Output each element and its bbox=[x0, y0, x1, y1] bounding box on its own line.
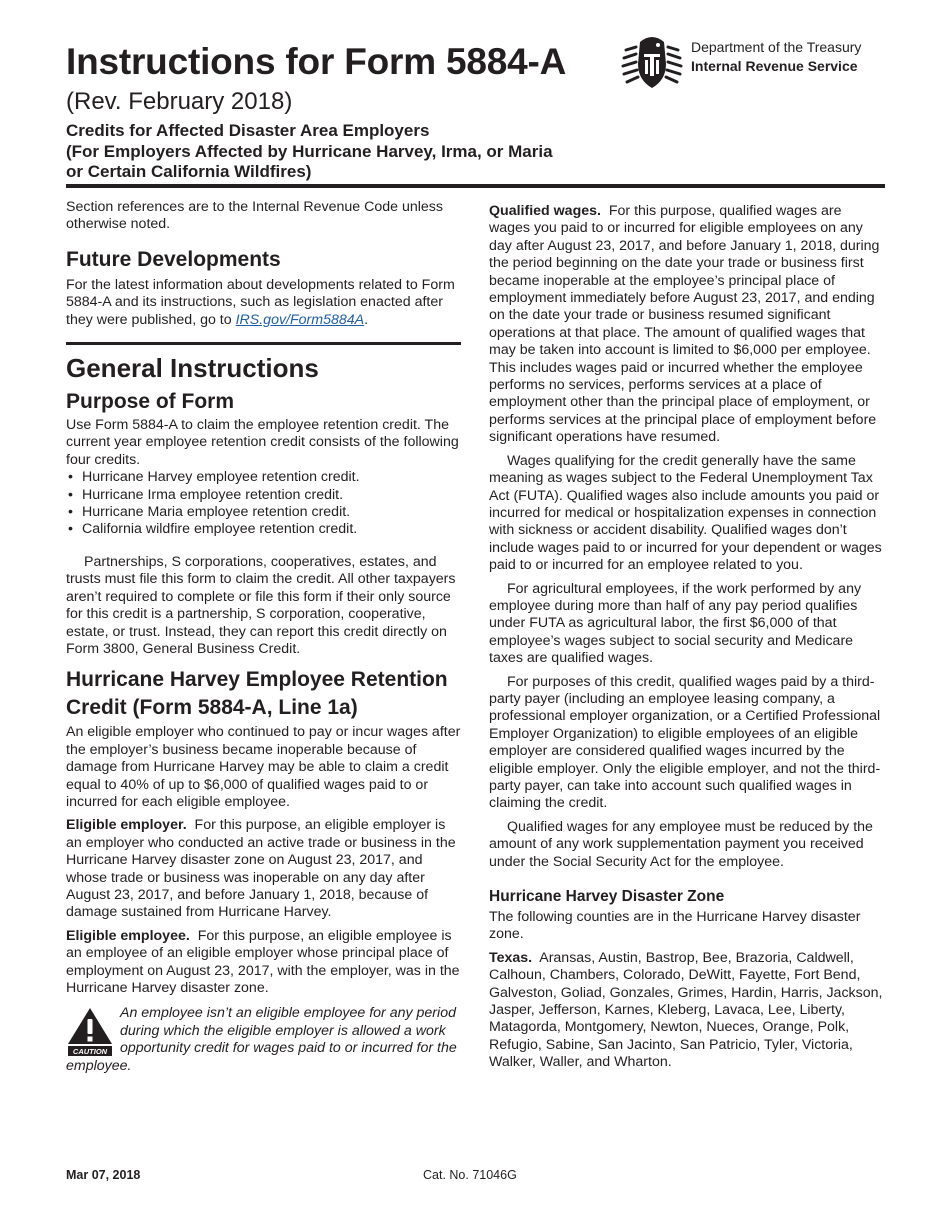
section-heading-harvey-credit: Hurricane Harvey Employee Retention Credit (Form 5884-A, Line 1a) bbox=[66, 668, 448, 720]
section-divider bbox=[66, 342, 461, 345]
eligible-employer-text: For this purpose, an eligible employer is an employer who conducted an active trade or business in the Hurricane Harvey disaster zone on August 23, 2017, and whose trade or business was inoperable on any day after August 23, 2017, and before January 1, 2018, because of damage sustained from Hurricane Harvey. bbox=[66, 817, 456, 921]
agricultural-paragraph: For agricultural employees, if the work performed by any employee during more than half of any pay period qualifies under FUTA as agricultural labor, the first $6,000 of that employee’s wages subject to social security and Medicare taxes are qualified wages. bbox=[489, 580, 862, 667]
credit-list bbox=[66, 469, 461, 539]
list-item: • Hurricane Maria employee retention credit. bbox=[66, 504, 461, 521]
eligible-employer-paragraph bbox=[66, 817, 461, 921]
third-party-paragraph: For purposes of this credit, qualified wages paid by a third-party payer (including an employee leasing company, a professional employer organization, or a Certified Professional Employer Organization) to eligible employees of an eligible employer are considered qualified wages incurred by the eligible employer. Only the eligible employer, and not the third-party payer, can take into account such qualified wages in claiming the credit. bbox=[489, 673, 881, 812]
subtitle-line: Credits for Affected Disaster Area Employers bbox=[66, 121, 430, 140]
section-heading-disaster-zone: Hurricane Harvey Disaster Zone bbox=[489, 888, 725, 906]
caution-note bbox=[66, 1005, 461, 1075]
disaster-zone-paragraph: The following counties are in the Hurricane Harvey disaster zone. bbox=[489, 909, 861, 943]
qualified-wages-text: For this purpose, qualified wages are wages you paid to or incurred for eligible employees on any day after August 23, 2017, and before January 1, 2018, during the period beginning on the date your trade or business first became inoperable at the employee’s principal place of employment immediately before August 23, 2017, and ending on the date your trade or business resumed significant operations at that place. The amount of qualified wages that may be taken into account is limited to $6,000 per employee. This includes wages paid or incurred whether the employee performs no services, performs services at a place of employment other than the principal place of employment, or performs services at the principal place of employment before significant operations have resumed. bbox=[489, 203, 880, 446]
texas-label: Texas. bbox=[489, 949, 533, 966]
left-column bbox=[66, 199, 461, 1075]
list-item: • California wildfire employee retention credit. bbox=[66, 521, 461, 538]
document-title: Instructions for Form 5884-A bbox=[66, 41, 567, 82]
qualified-wages-label: Qualified wages. bbox=[489, 203, 601, 219]
subtitle-line: or Certain California Wildfires) bbox=[66, 162, 312, 181]
harvey-credit-paragraph: An eligible employer who continued to pay or incur wages after the employer’s business became inoperable because of damage from Hurricane Harvey may be able to claim a credit equal to 40% of up to $6,000 of qualified wages paid to or incurred for each eligible employee. bbox=[66, 724, 461, 810]
caution-icon bbox=[66, 1006, 114, 1056]
texas-counties-paragraph bbox=[489, 950, 885, 1072]
sentence-end: . bbox=[364, 311, 369, 328]
catalog-number: Cat. No. 71046G bbox=[423, 1168, 517, 1182]
futa-paragraph: Wages qualifying for the credit generally have the same meaning as wages subject to the Federal Unemployment Tax Act (FUTA). Qualified wages also include amounts you paid or incurred for medical or hospitalization expenses in connection with sickness or accident disability. Qualified wages don’t include wages paid to or incurred for your dependent or wages paid to or incurred for an employee related to you. bbox=[489, 452, 882, 574]
right-column bbox=[489, 203, 885, 1072]
texas-counties-text: Aransas, Austin, Bastrop, Bee, Brazoria, Caldwell, Calhoun, Chambers, Colorado, DeWitt, Fayette, Fort Bend, Galveston, Goliad, Gonzales, Grimes, Hardin, Harris, Jackson, Jasper, Jefferson, Karnes, Kleberg, Lavaca, Lee, Liberty, Matagorda, Montgomery, Newton, Nueces, Orange, Polk, Refugio, Sabine, San Jacinto, San Patricio, Tyler, Victoria, Walker, Waller, and Wharton. bbox=[489, 949, 883, 1071]
agency-line: Internal Revenue Service bbox=[691, 58, 858, 74]
caution-text: An employee isn’t an eligible employee for any period during which the eligible employer is allowed a work opportunity credit for wages paid to or incurred for the employee. bbox=[66, 1005, 457, 1074]
revision-date: (Rev. February 2018) bbox=[66, 88, 293, 115]
list-item: • Hurricane Harvey employee retention credit. bbox=[66, 469, 461, 486]
list-item: • Hurricane Irma employee retention credit. bbox=[66, 487, 461, 504]
section-heading-future-developments: Future Developments bbox=[66, 247, 281, 271]
intro-paragraph: Section references are to the Internal Revenue Code unless otherwise noted. bbox=[66, 199, 443, 233]
eligible-employee-paragraph bbox=[66, 928, 461, 998]
agency-name bbox=[691, 38, 861, 76]
irs-form5884a-link[interactable]: IRS.gov/Form5884A bbox=[235, 311, 365, 328]
section-heading-purpose-of-form: Purpose of Form bbox=[66, 390, 235, 414]
agency-line: Department of the Treasury bbox=[691, 39, 862, 55]
eligible-employee-text: For this purpose, an eligible employee is an employee of an eligible employer whose principal place of employment on August 23, 2017, with the employer, was in the Hurricane Harvey disaster zone. bbox=[66, 927, 460, 996]
purpose-paragraph: Use Form 5884-A to claim the employee retention credit. The current year employee retention credit consists of the following four credits. bbox=[66, 417, 459, 468]
footer-date: Mar 07, 2018 bbox=[66, 1168, 141, 1182]
document-subtitle bbox=[66, 121, 706, 183]
section-heading-general-instructions: General Instructions bbox=[66, 353, 319, 384]
future-developments-paragraph bbox=[66, 277, 461, 329]
subtitle-line: (For Employers Affected by Hurricane Harvey, Irma, or Maria bbox=[66, 141, 553, 161]
reduction-paragraph: Qualified wages for any employee must be reduced by the amount of any work supplementation payment you received under the Social Security Act for the employee. bbox=[489, 818, 873, 870]
eligible-employer-label: Eligible employer. bbox=[66, 817, 187, 834]
irs-eagle-seal-icon bbox=[620, 34, 684, 94]
qualified-wages-paragraph bbox=[489, 203, 885, 447]
eligible-employee-label: Eligible employee. bbox=[66, 927, 190, 944]
partnerships-paragraph: Partnerships, S corporations, cooperatives, estates, and trusts must file this form to claim the credit. All other taxpayers aren’t required to complete or file this form if their only source for this credit is a partnership, S corporation, cooperative, estate, or trust. Instead, they can report this credit directly on Form 3800, General Business Credit. bbox=[66, 553, 456, 657]
caution-label: CAUTION bbox=[72, 1047, 108, 1057]
header-divider bbox=[66, 184, 885, 188]
future-developments-text: For the latest information about developments related to Form 5884-A and its instructions, such as legislation enacted after they were published, go to bbox=[66, 276, 455, 328]
